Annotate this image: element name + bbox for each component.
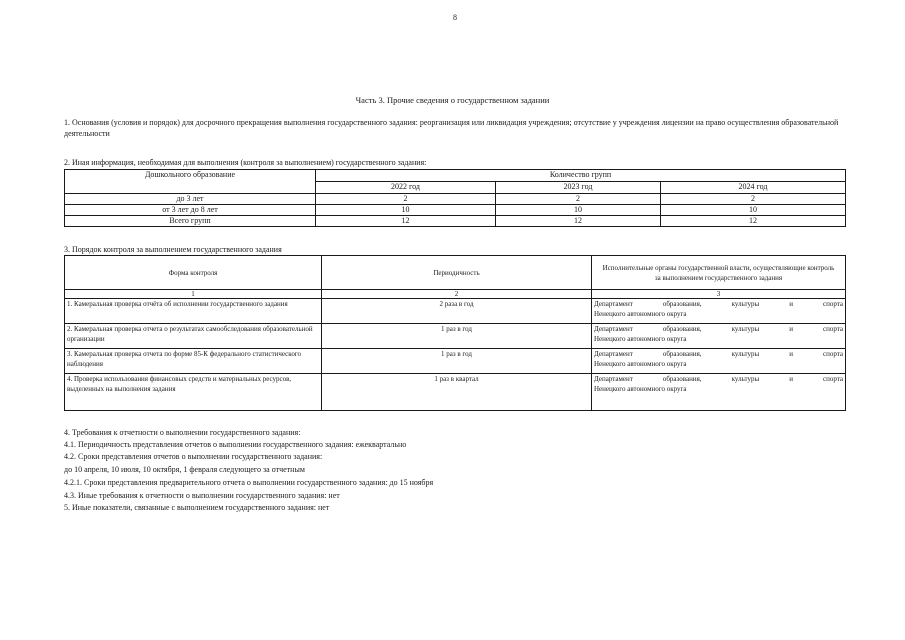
control-authority [592,374,846,411]
authority-line-1 [594,324,843,334]
groups-table [64,169,846,227]
control-period: 1 раз в квартал [322,374,592,411]
value-cell: 10 [661,205,846,216]
page-number: 8 [453,13,457,22]
col-number: 1 [65,290,322,299]
reporting-line: 4.1. Периодичность представления отчетов о выполнении государственного задания: ежеквартально [64,440,407,449]
header-group-count: Количество групп [316,170,846,182]
org-word: спорта [822,300,843,308]
table-row [65,216,846,227]
control-table-header-row [65,256,846,290]
reporting-line: 4.2. Сроки представления отчетов о выполнении государственного задания: [64,452,323,461]
row-label: от 3 лет до 8 лет [65,205,316,216]
reporting-line: 5. Иные показатели, связанные с выполнением государственного задания: нет [64,503,330,512]
table-row [65,349,846,374]
value-cell: 12 [496,216,661,227]
table-row [65,194,846,205]
authority-line-2: Ненецкого автономного округа [594,310,687,318]
authority-line-1 [594,349,843,359]
org-word: Департамент [594,375,633,383]
org-word: и [789,300,793,308]
control-period: 1 раз в год [322,349,592,374]
value-cell: 12 [316,216,496,227]
col-number: 3 [592,290,846,299]
authority-line-2: Ненецкого автономного округа [594,385,687,393]
control-form: 4. Проверка использования финансовых средств и материальных ресурсов, выделенных на выполнения задания [65,374,322,411]
authority-line-2: Ненецкого автономного округа [594,335,687,343]
value-cell: 2 [496,194,661,205]
control-table [64,255,846,411]
value-cell: 2 [316,194,496,205]
groups-table-header-row [65,170,846,182]
control-form: 1. Камеральная проверка отчёта об исполнении государственного задания [65,299,322,324]
table-row [65,205,846,216]
org-word: культуры [731,350,760,358]
table-row [65,299,846,324]
org-word: образования, [662,350,702,358]
control-authority [592,349,846,374]
org-word: культуры [731,300,760,308]
org-word: и [789,375,793,383]
section-2-title: 2. Иная информация, необходимая для выполнения (контроля за выполнением) государственного задания: [64,158,427,167]
reporting-line: 4.2.1. Сроки представления предварительного отчета о выполнении государственного задания: до 15 ноября [64,478,434,487]
authority-line-2: Ненецкого автономного округа [594,360,687,368]
reporting-line: до 10 апреля, 10 июля, 10 октября, 1 февраля следующего за отчетным [64,465,305,474]
reporting-line: 4.3. Иные требования к отчетности о выполнении государственного задания: нет [64,491,340,500]
part-title: Часть 3. Прочие сведения о государственном задании [355,95,550,105]
col-number: 2 [322,290,592,299]
year-cell: 2022 год [316,182,496,194]
section-3-title: 3. Порядок контроля за выполнением государственного задания [64,245,282,254]
org-word: Департамент [594,300,633,308]
authority-line-1 [594,374,843,384]
org-word: и [789,325,793,333]
header-authority: Исполнительные органы государственной власти, осуществляющие контроль за выполнением государственного задания [592,256,846,290]
org-word: Департамент [594,325,633,333]
reporting-line: 4. Требования к отчетности о выполнении государственного задания: [64,428,301,437]
control-authority [592,299,846,324]
column-numbers-row [65,290,846,299]
value-cell: 2 [661,194,846,205]
control-form: 2. Камеральная проверка отчета о результатах самообследования образовательной организации [65,324,322,349]
org-word: образования, [662,300,702,308]
row-label: Всего групп [65,216,316,227]
value-cell: 10 [496,205,661,216]
header-preschool: Дошкольного образование [65,170,316,194]
year-cell: 2024 год [661,182,846,194]
control-form: 3. Камеральная проверка отчета по форме 85-К федерального статистического наблюдения [65,349,322,374]
org-word: образования, [662,325,702,333]
org-word: культуры [731,375,760,383]
value-cell: 10 [316,205,496,216]
header-period: Периодичность [322,256,592,290]
section-1-text: 1. Основания (условия и порядок) для досрочного прекращения выполнения государственного задания: реорганизация или ликвидация учреждения; отсутствие у учреждения лицензии на право осуществления образовательной деятельности [64,118,839,138]
row-label: до 3 лет [65,194,316,205]
org-word: и [789,350,793,358]
control-period: 1 раз в год [322,324,592,349]
org-word: спорта [822,375,843,383]
org-word: образования, [662,375,702,383]
org-word: Департамент [594,350,633,358]
value-cell: 12 [661,216,846,227]
table-row [65,374,846,411]
table-row [65,324,846,349]
authority-line-1 [594,299,843,309]
org-word: спорта [822,350,843,358]
year-cell: 2023 год [496,182,661,194]
org-word: культуры [731,325,760,333]
control-period: 2 раза в год [322,299,592,324]
control-authority [592,324,846,349]
header-form: Форма контроля [65,256,322,290]
org-word: спорта [822,325,843,333]
